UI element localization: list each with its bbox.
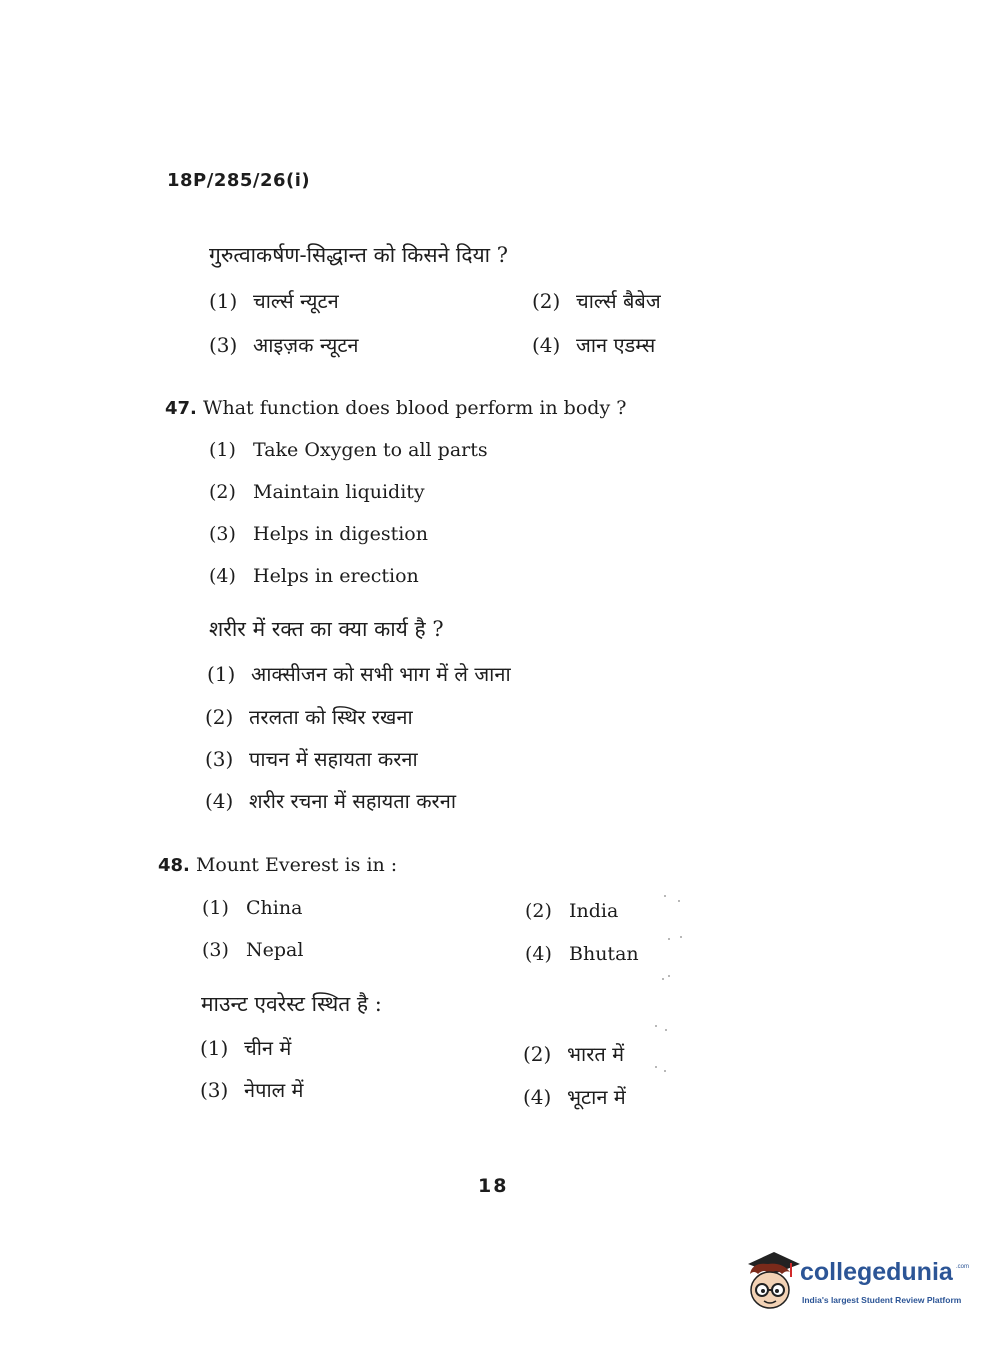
mascot-logo-icon <box>742 1250 800 1320</box>
q48-option-2 <box>525 900 618 922</box>
option-number: (4) <box>205 789 234 813</box>
scan-speck <box>668 938 670 940</box>
question-text: Mount Everest is in : <box>195 854 398 876</box>
option-number: (2) <box>205 705 234 729</box>
q48-option-4 <box>525 943 639 965</box>
q47-hindi-option-2 <box>205 703 413 730</box>
option-number: (4) <box>532 333 561 357</box>
option-text: Helps in digestion <box>253 523 428 545</box>
q46-hindi-option-1 <box>209 287 339 314</box>
scan-speck <box>664 895 666 897</box>
option-text: Take Oxygen to all parts <box>253 439 488 461</box>
option-text: आक्सीजन को सभी भाग में ले जाना <box>251 662 511 686</box>
option-text: Nepal <box>246 939 304 961</box>
q48-hindi-option-1 <box>200 1034 291 1061</box>
option-number: (3) <box>205 747 234 771</box>
option-text: शरीर रचना में सहायता करना <box>249 789 457 813</box>
option-text: Maintain liquidity <box>253 481 425 503</box>
option-text: जान एडम्स <box>576 333 656 357</box>
option-number: (2) <box>209 481 236 503</box>
q46-hindi-option-2 <box>532 287 661 314</box>
page-number: 18 <box>478 1175 509 1197</box>
brand-domain-suffix: .com <box>956 1264 970 1270</box>
option-text: चार्ल्स बैबेज <box>576 289 661 313</box>
scan-speck <box>665 1029 667 1031</box>
option-text: पाचन में सहायता करना <box>249 747 418 771</box>
q46-hindi-option-4 <box>532 331 655 358</box>
option-text: आइज़क न्यूटन <box>253 333 359 357</box>
question-number: 47. <box>165 398 197 419</box>
scan-speck <box>655 1066 657 1068</box>
q48-hindi-option-2 <box>523 1040 624 1067</box>
question-text: What function does blood perform in body ? <box>202 397 627 419</box>
option-text: नेपाल में <box>244 1078 304 1102</box>
option-number: (3) <box>209 523 236 545</box>
collegedunia-watermark <box>742 1250 972 1320</box>
option-text: India <box>569 900 619 922</box>
scan-speck <box>678 900 680 902</box>
option-number: (2) <box>525 900 552 922</box>
brand-name: collegedunia <box>800 1258 953 1286</box>
option-number: (2) <box>532 289 561 313</box>
scan-speck <box>680 936 682 938</box>
scan-speck <box>664 1070 666 1072</box>
q47-hindi-option-1 <box>207 660 511 687</box>
option-text: चार्ल्स न्यूटन <box>253 289 339 313</box>
q48-option-3 <box>202 939 303 961</box>
option-number: (4) <box>209 565 236 587</box>
q47-hindi-option-4 <box>205 787 456 814</box>
option-number: (1) <box>207 662 236 686</box>
option-text: भारत में <box>567 1042 625 1066</box>
option-number: (1) <box>209 439 236 461</box>
option-number: (3) <box>200 1078 229 1102</box>
q47-hindi-option-3 <box>205 745 418 772</box>
option-number: (1) <box>202 897 229 919</box>
option-number: (1) <box>200 1036 229 1060</box>
scan-speck <box>662 978 664 980</box>
q48-hindi-question: माउन्ट एवरेस्ट स्थित है : <box>201 992 382 1016</box>
option-text: China <box>246 897 303 919</box>
q46-hindi-option-3 <box>209 331 359 358</box>
option-number: (1) <box>209 289 238 313</box>
option-text: भूटान में <box>567 1085 626 1109</box>
scan-speck <box>655 1025 657 1027</box>
q46-hindi-question: गुरुत्वाकर्षण-सिद्धान्त को किसने दिया ? <box>209 243 509 267</box>
q47-question <box>165 397 626 419</box>
option-number: (3) <box>202 939 229 961</box>
q48-question <box>158 854 397 876</box>
q47-option-4 <box>209 565 419 587</box>
brand-tagline: India's largest Student Review Platform <box>802 1295 962 1305</box>
q47-option-2 <box>209 481 425 503</box>
paper-code: 18P/285/26(i) <box>167 170 311 191</box>
option-text: Bhutan <box>569 943 639 965</box>
option-number: (4) <box>523 1085 552 1109</box>
q48-hindi-option-3 <box>200 1076 304 1103</box>
option-number: (3) <box>209 333 238 357</box>
q47-option-3 <box>209 523 428 545</box>
option-text: चीन में <box>244 1036 292 1060</box>
q47-option-1 <box>209 439 488 461</box>
option-number: (2) <box>523 1042 552 1066</box>
option-text: तरलता को स्थिर रखना <box>249 705 413 729</box>
q48-option-1 <box>202 897 302 919</box>
scan-speck <box>668 975 670 977</box>
question-number: 48. <box>158 855 190 876</box>
q47-hindi-question: शरीर में रक्त का क्या कार्य है ? <box>209 617 444 641</box>
q48-hindi-option-4 <box>523 1083 626 1110</box>
option-number: (4) <box>525 943 552 965</box>
option-text: Helps in erection <box>253 565 419 587</box>
